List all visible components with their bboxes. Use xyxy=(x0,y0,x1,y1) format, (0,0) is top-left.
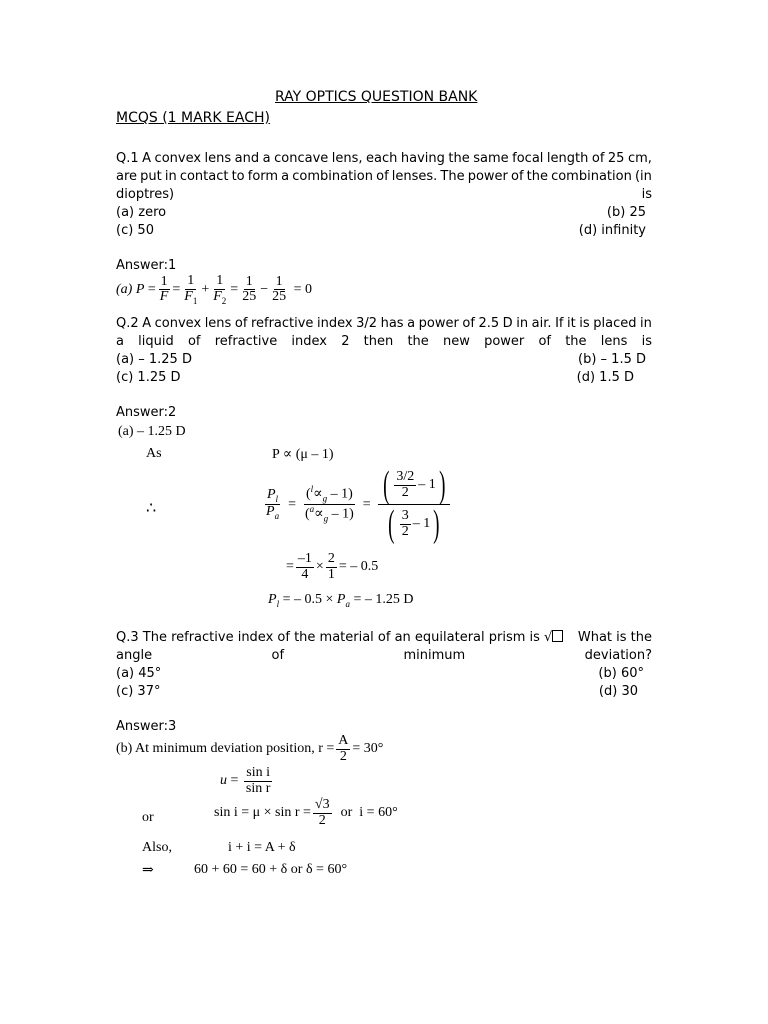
numerator: 1 xyxy=(160,273,168,289)
power-symbol: P xyxy=(268,592,277,607)
numerator xyxy=(378,466,451,505)
fraction-neg1-over-4 xyxy=(296,552,314,582)
word: 2 xyxy=(341,334,350,349)
denominator: 25 xyxy=(272,289,287,305)
fraction-A-over-2 xyxy=(336,734,350,764)
subscript: l xyxy=(275,493,279,504)
equals: = xyxy=(362,496,371,512)
word: each xyxy=(366,151,398,166)
word: lenses. xyxy=(391,169,438,184)
word: liquid xyxy=(138,334,174,349)
equals: = xyxy=(288,496,296,512)
ratio-Pl-over-Pa xyxy=(264,488,281,521)
q1-option-b: (b) 25 xyxy=(606,205,646,220)
q3-text-end: What is the xyxy=(577,630,652,645)
final-result: = – 1.25 D xyxy=(349,592,414,607)
fraction-1-over-F2 xyxy=(211,274,228,306)
word: new xyxy=(443,334,470,349)
result: = 30° xyxy=(352,741,384,757)
word: in xyxy=(516,316,529,331)
q3-text: Q.3 The refractive index of the material of an equilateral prism is √ xyxy=(116,630,553,645)
answer-2-label: Answer:2 xyxy=(116,405,177,420)
word: deviation? xyxy=(584,648,652,663)
power-symbol: P xyxy=(336,592,346,607)
word: contact xyxy=(179,169,229,184)
word: cm, xyxy=(627,151,652,166)
fraction-1-over-25 xyxy=(270,275,288,305)
numerator: 1 xyxy=(216,273,224,288)
q1-option-a: (a) zero xyxy=(116,205,167,220)
equals: = xyxy=(147,281,156,297)
answer-2-step-2 xyxy=(286,552,378,582)
subscript: a xyxy=(345,598,350,609)
word: has xyxy=(380,316,404,331)
fraction-2-over-1 xyxy=(326,552,337,582)
numerator: 3/2 xyxy=(396,468,415,484)
word: then xyxy=(363,334,394,349)
word: air. xyxy=(531,316,552,331)
word: If xyxy=(555,316,564,331)
answer-2-ratio-equation xyxy=(262,466,452,543)
word: placed xyxy=(593,316,637,331)
word: the xyxy=(565,334,587,349)
subscript: g xyxy=(322,493,328,504)
q1-option-c: (c) 50 xyxy=(116,223,154,238)
therefore-symbol: ∴ xyxy=(146,500,157,517)
numerator: √3 xyxy=(314,797,330,812)
denominator xyxy=(303,505,356,524)
minus-one: – 1) xyxy=(327,486,353,502)
answer-3-final: 60 + 60 = 60 + δ or δ = 60° xyxy=(194,862,348,877)
fraction-1-over-F xyxy=(158,275,171,305)
word: A xyxy=(142,151,152,166)
q1-line-1 xyxy=(116,150,652,168)
plus: + xyxy=(201,281,210,297)
numerator: 1 xyxy=(187,273,195,288)
word: of xyxy=(234,316,248,331)
word: refractive xyxy=(214,334,278,349)
q2-options-row-2 xyxy=(116,369,652,387)
denominator: 1 xyxy=(327,566,335,582)
word: combination xyxy=(551,169,632,184)
power-symbol: P xyxy=(135,281,145,297)
answer-1-equation xyxy=(116,274,312,306)
answer-3-line-1 xyxy=(116,734,383,764)
answer-1-option: (a) xyxy=(116,281,133,297)
word: Q.1 xyxy=(116,151,139,166)
mu-symbol: u xyxy=(220,773,227,789)
denominator xyxy=(211,290,228,306)
subscript: 1 xyxy=(192,295,198,306)
denominator: 2 xyxy=(339,748,347,764)
minus-one: – 1 xyxy=(412,515,431,531)
word: are xyxy=(116,169,138,184)
word: in xyxy=(640,316,652,331)
focal-symbol: F xyxy=(184,288,193,304)
fraction-1-over-25 xyxy=(240,275,258,305)
q1-options-row-1 xyxy=(116,204,652,222)
q3-option-c: (c) 37° xyxy=(116,684,161,699)
word: length xyxy=(546,151,589,166)
word: of xyxy=(271,648,285,663)
denominator: sin r xyxy=(245,780,271,796)
paren: ) xyxy=(433,503,440,545)
word: convex xyxy=(154,316,202,331)
q2-line-1 xyxy=(116,315,652,333)
word: the xyxy=(448,151,470,166)
q3-option-a: (a) 45° xyxy=(116,666,162,681)
denominator: 2 xyxy=(401,523,409,539)
fraction-3-over-2 xyxy=(400,509,411,539)
numerator: 3 xyxy=(401,507,409,523)
page-title: RAY OPTICS QUESTION BANK xyxy=(275,89,478,105)
word: the xyxy=(526,169,548,184)
power-symbol: P xyxy=(266,486,276,502)
word: power xyxy=(484,334,525,349)
word: dioptres) xyxy=(116,187,175,202)
answer-2-head: (a) – 1.25 D xyxy=(118,424,186,439)
times: × xyxy=(315,559,324,575)
answer-3-snell xyxy=(220,766,274,796)
word: a xyxy=(407,316,416,331)
word: 3/2 xyxy=(356,316,378,331)
word: lens xyxy=(204,316,232,331)
answer-2-final xyxy=(268,592,413,609)
word: it xyxy=(567,316,576,331)
q1-line-3 xyxy=(116,186,652,204)
denominator: 2 xyxy=(401,484,409,500)
power-symbol: P xyxy=(266,504,275,519)
mu-symbol: ∝ xyxy=(314,506,324,522)
word: index xyxy=(291,334,327,349)
word: index xyxy=(316,316,353,331)
word: of xyxy=(462,316,475,331)
word: in xyxy=(164,169,177,184)
word: to xyxy=(231,169,245,184)
q2-option-a: (a) – 1.25 D xyxy=(116,352,192,367)
q1-option-d: (d) infinity xyxy=(578,223,646,238)
word: of xyxy=(538,334,551,349)
word: of xyxy=(187,334,201,349)
subscript: l xyxy=(276,598,280,609)
equals: = xyxy=(230,281,239,297)
word: of xyxy=(591,151,605,166)
subscript: a xyxy=(274,510,280,521)
paren: ) xyxy=(438,464,446,506)
denominator: 2 xyxy=(318,812,326,828)
word: having xyxy=(400,151,445,166)
denominator xyxy=(182,290,199,306)
word: (in xyxy=(634,169,652,184)
q3-line-2 xyxy=(116,647,652,665)
q2-options-row-1 xyxy=(116,351,652,369)
answer-3-label: Answer:3 xyxy=(116,719,177,734)
answer-2-as: As xyxy=(146,446,162,461)
numerator: 1 xyxy=(275,273,283,289)
q3-options-row-2 xyxy=(116,683,652,701)
or-word: or xyxy=(340,805,353,821)
superscript: a xyxy=(309,504,315,514)
word: convex xyxy=(154,151,202,166)
word: a xyxy=(281,169,290,184)
answer-3-also-expression: i + i = A + δ xyxy=(228,840,296,855)
q2-line-2 xyxy=(116,333,652,351)
word: of xyxy=(510,169,524,184)
fraction-sqrt3-over-2 xyxy=(313,798,332,828)
numerator: 1 xyxy=(245,273,253,289)
denominator: F xyxy=(159,289,169,305)
subscript: g xyxy=(323,513,329,524)
word: same xyxy=(473,151,509,166)
word: lens xyxy=(204,151,232,166)
word: lens, xyxy=(331,151,363,166)
q3-option-d: (d) 30 xyxy=(598,684,638,699)
answer-3-sine-relation xyxy=(214,798,398,828)
numerator: sin i xyxy=(246,765,271,780)
word: of xyxy=(376,169,389,184)
sine-expression: sin i = μ × sin r = xyxy=(214,805,311,821)
minus-one: – 1 xyxy=(418,476,436,492)
answer-3-text: (b) At minimum deviation position, r = xyxy=(116,741,335,757)
word: is xyxy=(641,334,652,349)
word: focal xyxy=(512,151,544,166)
subscript: 2 xyxy=(221,295,227,306)
angle-result: i = 60° xyxy=(359,805,398,821)
superscript: l xyxy=(310,484,314,495)
paren: ( xyxy=(304,506,310,522)
word: a xyxy=(116,334,124,349)
missing-symbol-box xyxy=(552,630,563,642)
equals: = xyxy=(286,559,294,575)
fraction-1-over-F1 xyxy=(182,274,199,306)
ratio-mu-fraction xyxy=(303,485,356,524)
word: 2.5 xyxy=(478,316,500,331)
word: is xyxy=(579,316,590,331)
minus: − xyxy=(260,281,269,297)
paren: ( xyxy=(305,486,311,502)
q1-line-2 xyxy=(116,168,652,186)
word: refractive xyxy=(250,316,314,331)
word: the xyxy=(407,334,429,349)
word: Q.2 xyxy=(116,316,139,331)
denominator: 25 xyxy=(242,289,257,305)
minus-one: – 1) xyxy=(328,506,354,522)
word: is xyxy=(641,187,652,202)
fraction-sini-over-sinr xyxy=(244,766,273,796)
denominator: 4 xyxy=(301,566,309,582)
equals: = xyxy=(172,281,181,297)
ratio-numeric-fraction xyxy=(378,466,451,543)
answer-1-label: Answer:1 xyxy=(116,258,177,273)
word: D xyxy=(502,316,513,331)
mu-symbol: ∝ xyxy=(313,486,323,502)
word: put xyxy=(140,169,162,184)
final-mid: = – 0.5 × xyxy=(279,592,337,607)
focal-symbol: F xyxy=(213,288,222,304)
word: 25 xyxy=(607,151,625,166)
word: angle xyxy=(116,648,153,663)
denominator xyxy=(383,505,445,543)
word: a xyxy=(262,151,271,166)
implies-symbol: ⇒ xyxy=(142,863,154,878)
word: The xyxy=(440,169,465,184)
q2-option-d: (d) 1.5 D xyxy=(576,370,634,385)
equals: = xyxy=(230,773,239,789)
word: power xyxy=(418,316,459,331)
answer-3-or: or xyxy=(142,810,154,825)
numerator: 2 xyxy=(327,551,335,566)
q3-option-b: (b) 60° xyxy=(598,666,644,681)
numerator xyxy=(265,488,280,505)
paren: ( xyxy=(382,464,390,506)
q2-option-b: (b) – 1.5 D xyxy=(578,352,646,367)
word: lens xyxy=(600,334,628,349)
numerator xyxy=(304,485,355,505)
word: concave xyxy=(274,151,329,166)
paren: ( xyxy=(388,503,395,545)
answer-2-proportional: P ∝ (μ – 1) xyxy=(272,447,334,462)
word: form xyxy=(247,169,279,184)
word: A xyxy=(142,316,152,331)
word: minimum xyxy=(403,648,466,663)
section-heading: MCQS (1 MARK EACH) xyxy=(116,110,270,126)
numerator: –1 xyxy=(297,551,312,566)
denominator xyxy=(264,505,281,521)
numerator: A xyxy=(338,733,349,748)
word: and xyxy=(234,151,260,166)
word: power xyxy=(467,169,508,184)
result: = – 0.5 xyxy=(338,559,379,575)
q2-option-c: (c) 1.25 D xyxy=(116,370,181,385)
fraction-3-2-over-2 xyxy=(394,470,416,500)
word: combination xyxy=(292,169,373,184)
answer-3-also: Also, xyxy=(142,840,172,855)
q1-options-row-2 xyxy=(116,222,652,240)
q3-line-1 xyxy=(116,629,652,647)
result: = 0 xyxy=(293,281,313,297)
q3-options-row-1 xyxy=(116,665,652,683)
